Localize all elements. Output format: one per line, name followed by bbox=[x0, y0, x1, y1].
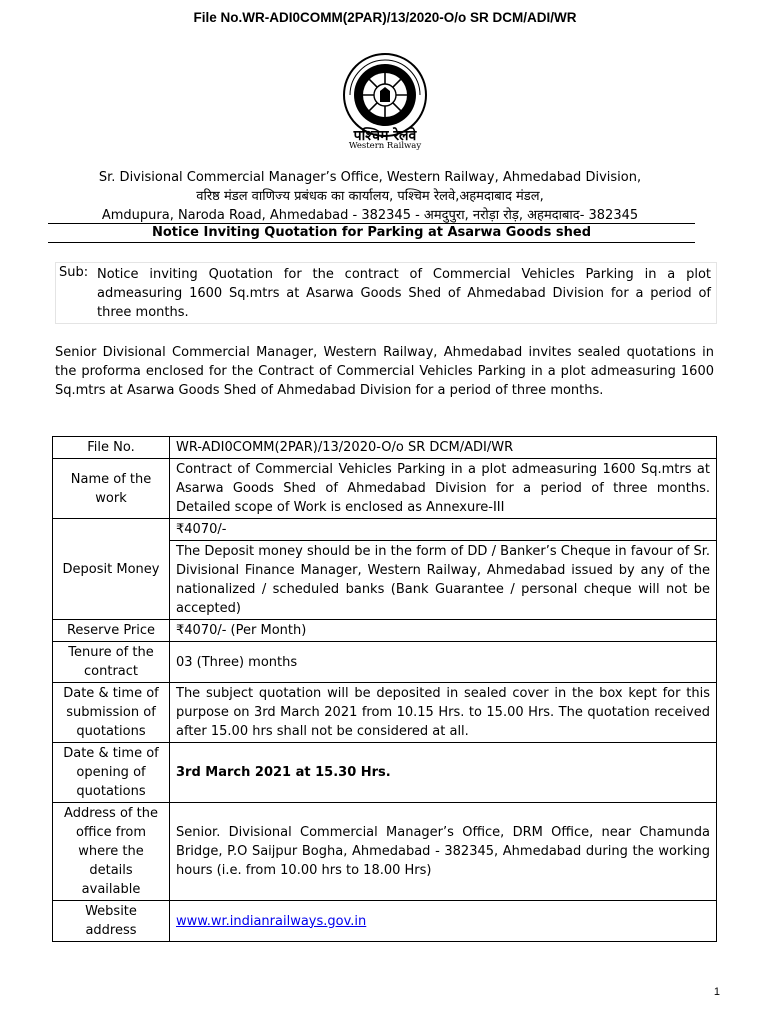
file-no-value: WR-ADI0COMM(2PAR)/13/2020-O/o SR DCM/ADI/WR bbox=[170, 437, 717, 459]
notice-title: Notice Inviting Quotation for Parking at Asarwa Goods shed bbox=[151, 225, 591, 240]
logo-hindi-label: पश्चिम रेलवे bbox=[353, 128, 417, 144]
opening-label: Date & time of opening of quotations bbox=[53, 743, 170, 803]
address-label: Address of the office from where the details available bbox=[53, 803, 170, 901]
table-row bbox=[53, 620, 717, 642]
file-number-header: File No.WR-ADI0COMM(2PAR)/13/2020-O/o SR DCM/ADI/WR bbox=[193, 10, 577, 25]
table-row bbox=[53, 642, 717, 683]
file-no-label: File No. bbox=[53, 437, 170, 459]
subject-label: Sub: bbox=[59, 265, 89, 280]
subject-box bbox=[55, 262, 717, 324]
table-row bbox=[53, 437, 717, 459]
table-row bbox=[53, 683, 717, 743]
table-row bbox=[53, 803, 717, 901]
office-line-hindi: वरिष्ठ मंडल वाणिज्य प्रबंधक का कार्यालय, पश्चिम रेलवे,अहमदाबाद मंडल, bbox=[196, 189, 544, 204]
submission-label: Date & time of submission of quotations bbox=[53, 683, 170, 743]
website-cell bbox=[170, 901, 717, 942]
office-line-address: Amdupura, Naroda Road, Ahmedabad - 382345 - अमदुपुरा, नरोड़ा रोड़, अहमदाबाद- 382345 bbox=[101, 208, 639, 223]
table-row bbox=[53, 459, 717, 519]
tenure-label: Tenure of the contract bbox=[53, 642, 170, 683]
table-row bbox=[53, 519, 717, 541]
opening-value: 3rd March 2021 at 15.30 Hrs. bbox=[170, 743, 717, 803]
quotation-details-table bbox=[52, 436, 717, 942]
title-bottom-rule bbox=[48, 242, 695, 243]
deposit-money-label: Deposit Money bbox=[53, 519, 170, 620]
page-number: 1 bbox=[713, 986, 720, 998]
subject-text: Notice inviting Quotation for the contract of Commercial Vehicles Parking in a plot admeasuring 1600 Sq.mtrs at Asarwa Goods Shed of Ahmedabad Division for a period of three months. bbox=[97, 267, 711, 320]
office-line-english: Sr. Divisional Commercial Manager’s Office, Western Railway, Ahmedabad Division, bbox=[98, 170, 642, 185]
name-of-work-label: Name of the work bbox=[53, 459, 170, 519]
address-value: Senior. Divisional Commercial Manager’s Office, DRM Office, near Chamunda Bridge, P.O Saijpur Bogha, Ahmedabad - 382345, Ahmedabad during the working hours (i.e. from 10.00 hrs to 18.00 Hrs) bbox=[170, 803, 717, 901]
reserve-price-label: Reserve Price bbox=[53, 620, 170, 642]
reserve-price-value: ₹4070/- (Per Month) bbox=[170, 620, 717, 642]
deposit-money-note: The Deposit money should be in the form of DD / Banker’s Cheque in favour of Sr. Divisional Finance Manager, Western Railway, Ahmedabad issued by any of the nationalized / scheduled banks (Bank Guarantee / personal cheque will not be accepted) bbox=[170, 541, 717, 620]
table-row bbox=[53, 743, 717, 803]
tenure-value: 03 (Three) months bbox=[170, 642, 717, 683]
website-link[interactable]: www.wr.indianrailways.gov.in bbox=[176, 913, 367, 929]
intro-paragraph: Senior Divisional Commercial Manager, Western Railway, Ahmedabad invites sealed quotations in the proforma enclosed for the Contract of Commercial Vehicles Parking in a plot admeasuring 1600 Sq.mtrs at Asarwa Goods Shed of Ahmedabad Division for a period of three months. bbox=[55, 345, 714, 398]
deposit-money-amount: ₹4070/- bbox=[170, 519, 717, 541]
logo-english-label: Western Railway bbox=[348, 141, 422, 151]
office-address-block bbox=[0, 168, 740, 225]
table-row bbox=[53, 901, 717, 942]
website-label: Website address bbox=[53, 901, 170, 942]
submission-value: The subject quotation will be deposited in sealed cover in the box kept for this purpose on 3rd March 2021 from 10.15 Hrs. to 15.00 Hrs. The quotation received after 15.00 hrs shall not be considered at all. bbox=[170, 683, 717, 743]
name-of-work-value: Contract of Commercial Vehicles Parking in a plot admeasuring 1600 Sq.mtrs at Asarwa Goods Shed of Ahmedabad Division for a period of three months. Detailed scope of Work is enclosed as Annexure-III bbox=[170, 459, 717, 519]
